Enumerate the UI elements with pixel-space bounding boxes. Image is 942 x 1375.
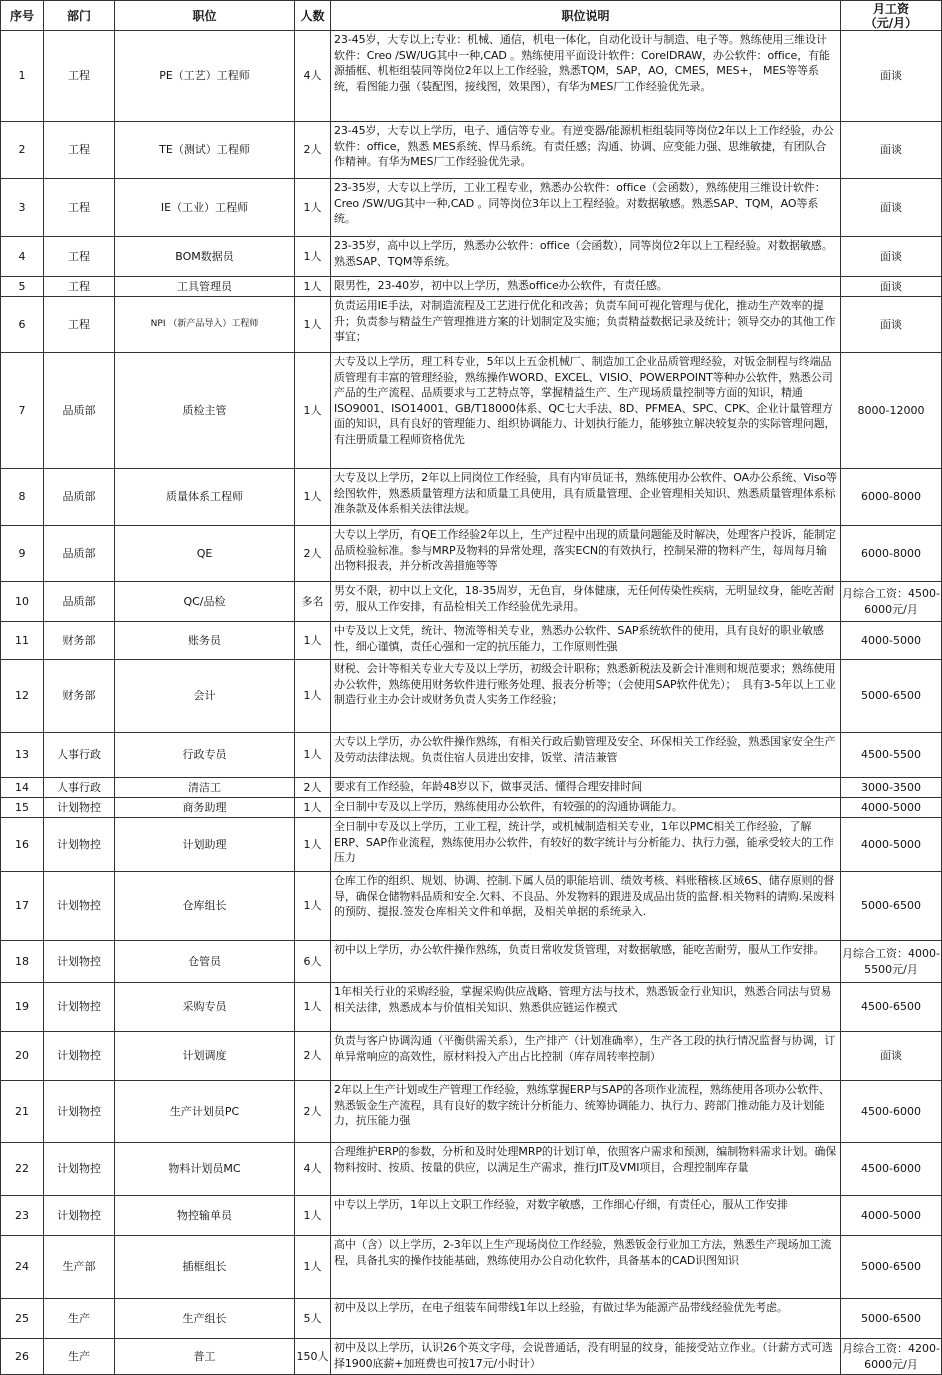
cell-salary: 4500-6000	[841, 1143, 942, 1196]
table-row	[1, 733, 942, 778]
cell-dept: 品质部	[44, 469, 115, 526]
cell-count: 1人	[295, 983, 331, 1032]
cell-dept: 财务部	[44, 660, 115, 733]
cell-count: 1人	[295, 622, 331, 660]
cell-count: 1人	[295, 660, 331, 733]
table-row	[1, 872, 942, 941]
cell-count: 2人	[295, 122, 331, 179]
cell-title: BOM数据员	[115, 237, 295, 277]
cell-no: 1	[1, 31, 44, 122]
cell-count: 1人	[295, 353, 331, 469]
cell-no: 17	[1, 872, 44, 941]
cell-salary: 面谈	[841, 31, 942, 122]
cell-title: 仓库组长	[115, 872, 295, 941]
cell-salary: 4000-5000	[841, 1196, 942, 1236]
table-row	[1, 798, 942, 818]
cell-title: 物控输单员	[115, 1196, 295, 1236]
cell-salary: 4000-5000	[841, 622, 942, 660]
cell-count: 2人	[295, 526, 331, 582]
cell-count: 1人	[295, 872, 331, 941]
cell-count: 5人	[295, 1299, 331, 1339]
cell-dept: 计划物控	[44, 1032, 115, 1081]
table-row	[1, 582, 942, 622]
cell-title: 商务助理	[115, 798, 295, 818]
cell-salary: 4500-6500	[841, 983, 942, 1032]
cell-dept: 工程	[44, 277, 115, 297]
cell-desc: 大专及以上学历，理工科专业，5年以上五金机械厂、制造加工企业品质管理经验，对钣金制程与终端品质管理有丰富的管理经验，熟练操作WORD、EXCEL、VISIO、POWERPOINT等种办公软件，熟悉公司产品的生产流程、品质要求与工艺特点等，掌握精益生产、生产现场质量控制等方面的知识，精通ISO9001、ISO14001、GB/T18000体系、QC七大手法、8D、PFMEA、SPC、CPK、企业计量管理方面的知识，具有良好的管理能力、组织协调能力、计划执行能力，能够独立解决较复杂的实际管理问题，有注册质量工程师资格优先	[331, 353, 841, 469]
cell-dept: 计划物控	[44, 872, 115, 941]
header-salary: 月工资 （元/月）	[841, 1, 942, 31]
cell-desc: 1年相关行业的采购经验，掌握采购供应战略、管理方法与技术，熟悉钣金行业知识，熟悉合同法与贸易相关法律，熟悉成本与价值相关知识、熟悉供应链运作模式	[331, 983, 841, 1032]
cell-salary: 6000-8000	[841, 526, 942, 582]
cell-dept: 人事行政	[44, 733, 115, 778]
cell-no: 10	[1, 582, 44, 622]
cell-salary: 面谈	[841, 179, 942, 237]
cell-count: 4人	[295, 31, 331, 122]
cell-desc: 大专及以上学历，2年以上同岗位工作经验，具有内审员证书，熟练使用办公软件、OA办公系统、Viso等绘图软件，熟悉质量管理方法和质量工具使用，具有质量管理、企业管理相关知识、熟悉质量管理体系标准条款及体系相关法律法规。	[331, 469, 841, 526]
table-row	[1, 622, 942, 660]
header-desc: 职位说明	[331, 1, 841, 31]
cell-dept: 工程	[44, 122, 115, 179]
cell-title: 计划调度	[115, 1032, 295, 1081]
cell-desc: 仓库工作的组织、规划、协调、控制.下属人员的职能培训、绩效考核、料账稽核.区域6S、储存原则的督导，确保仓储物料品质和安全.欠料、不良品、外发物料的跟进及成品出货的监督.相关物料的请购.呆废料的预防、提报.签发仓库相关文件和单据，及相关单据的系统录入.	[331, 872, 841, 941]
cell-dept: 人事行政	[44, 778, 115, 798]
cell-no: 21	[1, 1081, 44, 1143]
cell-no: 9	[1, 526, 44, 582]
cell-no: 24	[1, 1236, 44, 1299]
cell-salary: 月综合工资：4200-6000元/月	[841, 1339, 942, 1375]
cell-title: 计划助理	[115, 818, 295, 872]
cell-dept: 计划物控	[44, 941, 115, 983]
cell-title: 仓管员	[115, 941, 295, 983]
cell-dept: 品质部	[44, 582, 115, 622]
cell-count: 1人	[295, 469, 331, 526]
cell-count: 多名	[295, 582, 331, 622]
cell-title: 清洁工	[115, 778, 295, 798]
cell-no: 15	[1, 798, 44, 818]
cell-desc: 大专以上学历，办公软件操作熟练，有相关行政后勤管理及安全、环保相关工作经验，熟悉国家安全生产及劳动法律法规。负责住宿人员进出安排，饭堂、清洁兼管	[331, 733, 841, 778]
table-row	[1, 237, 942, 277]
cell-count: 2人	[295, 778, 331, 798]
cell-no: 7	[1, 353, 44, 469]
cell-no: 20	[1, 1032, 44, 1081]
cell-title: 采购专员	[115, 983, 295, 1032]
cell-count: 1人	[295, 1196, 331, 1236]
cell-no: 8	[1, 469, 44, 526]
table-row	[1, 1339, 942, 1375]
cell-dept: 计划物控	[44, 1143, 115, 1196]
cell-dept: 生产部	[44, 1236, 115, 1299]
cell-title: 质检主管	[115, 353, 295, 469]
cell-salary: 5000-6500	[841, 660, 942, 733]
cell-desc: 全日制中专及以上学历，工业工程，统计学，或机械制造相关专业，1年以PMC相关工作经验，了解ERP、SAP作业流程，熟练使用办公软件，有较好的数字统计与分析能力、执行力强，能承受较大的工作压力	[331, 818, 841, 872]
cell-salary: 面谈	[841, 122, 942, 179]
cell-desc: 大专以上学历，有QE工作经验2年以上，生产过程中出现的质量问题能及时解决，处理客户投诉，能制定品质检验标准。参与MRP及物料的异常处理，落实ECN的有效执行，控制呆滞的物料产生，每周每月输出物料报表，并分析改善措施等等	[331, 526, 841, 582]
cell-no: 11	[1, 622, 44, 660]
cell-desc: 中专以上学历，1年以上文职工作经验，对数字敏感，工作细心仔细，有责任心，服从工作安排	[331, 1196, 841, 1236]
cell-title: 质量体系工程师	[115, 469, 295, 526]
cell-dept: 品质部	[44, 353, 115, 469]
table-row	[1, 469, 942, 526]
cell-desc: 财税、会计等相关专业大专及以上学历，初级会计职称；熟悉新税法及新会计准则和规范要求；熟练使用办公软件，熟练使用财务软件进行账务处理、报表分析等；（会使用SAP软件优先）； 具有3-5年以上工业制造行业主办会计或财务负责人实务工作经验；	[331, 660, 841, 733]
table-row	[1, 983, 942, 1032]
cell-title: 工具管理员	[115, 277, 295, 297]
cell-no: 4	[1, 237, 44, 277]
cell-salary: 4000-5000	[841, 798, 942, 818]
cell-salary: 8000-12000	[841, 353, 942, 469]
cell-dept: 计划物控	[44, 1196, 115, 1236]
cell-no: 12	[1, 660, 44, 733]
cell-salary: 面谈	[841, 277, 942, 297]
table-row	[1, 353, 942, 469]
cell-desc: 负责运用IE手法，对制造流程及工艺进行优化和改善；负责车间可视化管理与优化，推动生产效率的提升；负责参与精益生产管理推进方案的计划制定及实施；负责精益数据记录及统计；领导交办的其他工作事宜；	[331, 297, 841, 353]
cell-desc: 23-35岁，高中以上学历，熟悉办公软件：office（会函数），同等岗位2年以上工程经验。对数据敏感。熟悉SAP、TQM等系统。	[331, 237, 841, 277]
cell-dept: 工程	[44, 237, 115, 277]
table-row	[1, 1032, 942, 1081]
header-title: 职位	[115, 1, 295, 31]
cell-desc: 要求有工作经验，年龄48岁以下，做事灵活、懂得合理安排时间	[331, 778, 841, 798]
table-header-row	[1, 1, 942, 31]
cell-salary: 3000-3500	[841, 778, 942, 798]
cell-dept: 计划物控	[44, 798, 115, 818]
table-row	[1, 277, 942, 297]
cell-desc: 中专及以上文凭，统计、物流等相关专业，熟悉办公软件、SAP系统软件的使用，具有良好的职业敏感性，细心谨慎，责任心强和一定的抗压能力，工作原则性强	[331, 622, 841, 660]
cell-desc: 23-35岁，大专以上学历，工业工程专业，熟悉办公软件：office（会函数），熟练使用三维设计软件：Creo /SW/UG其中一种,CAD 。同等岗位3年以上工程经验。对数据敏感。熟悉SAP、TQM，AO等系统。	[331, 179, 841, 237]
cell-dept: 计划物控	[44, 1081, 115, 1143]
cell-no: 13	[1, 733, 44, 778]
cell-count: 1人	[295, 277, 331, 297]
cell-title: 账务员	[115, 622, 295, 660]
cell-salary: 5000-6500	[841, 1236, 942, 1299]
cell-salary: 面谈	[841, 1032, 942, 1081]
cell-no: 19	[1, 983, 44, 1032]
cell-desc: 2年以上生产计划或生产管理工作经验，熟练掌握ERP与SAP的各项作业流程，熟练使用各项办公软件、熟悉钣金生产流程，具有良好的数字统计分析能力、统筹协调能力、执行力、跨部门推动能力及计划能力，抗压能力强	[331, 1081, 841, 1143]
cell-dept: 生产	[44, 1339, 115, 1375]
cell-desc: 负责与客户协调沟通（平衡供需关系），生产排产（计划准确率），生产各工段的执行情况监督与协调，订单异常响应的高效性，原材料投入产出占比控制（库存周转率控制）	[331, 1032, 841, 1081]
cell-title: 插框组长	[115, 1236, 295, 1299]
table-row	[1, 31, 942, 122]
cell-title: 普工	[115, 1339, 295, 1375]
cell-count: 1人	[295, 179, 331, 237]
header-no: 序号	[1, 1, 44, 31]
cell-salary: 4500-5500	[841, 733, 942, 778]
cell-desc: 初中以上学历，办公软件操作熟练，负责日常收发货管理，对数据敏感，能吃苦耐劳，服从工作安排。	[331, 941, 841, 983]
cell-dept: 工程	[44, 31, 115, 122]
cell-desc: 高中（含）以上学历，2-3年以上生产现场岗位工作经验，熟悉钣金行业加工方法，熟悉生产现场加工流程，具备扎实的操作技能基础，熟练使用办公自动化软件，具备基本的CAD识图知识	[331, 1236, 841, 1299]
cell-no: 25	[1, 1299, 44, 1339]
cell-no: 5	[1, 277, 44, 297]
cell-count: 4人	[295, 1143, 331, 1196]
cell-title: 物料计划员MC	[115, 1143, 295, 1196]
cell-no: 23	[1, 1196, 44, 1236]
cell-desc: 23-45岁，大专以上学历，电子、通信等专业。有逆变器/能源机柜组装同等岗位2年以上工作经验，办公软件：office，熟悉 MES系统、悍马系统。有责任感；沟通、协调、应变能力强、思维敏捷，有团队合作精神。有华为MES厂工作经验优先录。	[331, 122, 841, 179]
cell-desc: 初中及以上学历，认识26个英文字母，会说普通话，没有明显的纹身，能接受站立作业。（计薪方式可选择1900底薪+加班费也可按17元/小时计）	[331, 1339, 841, 1375]
cell-no: 14	[1, 778, 44, 798]
cell-salary: 4500-6000	[841, 1081, 942, 1143]
cell-salary: 面谈	[841, 297, 942, 353]
cell-salary: 4000-5000	[841, 818, 942, 872]
header-dept: 部门	[44, 1, 115, 31]
cell-title: QE	[115, 526, 295, 582]
table-row	[1, 818, 942, 872]
cell-title: IE（工业）工程师	[115, 179, 295, 237]
cell-title: TE（测试）工程师	[115, 122, 295, 179]
cell-desc: 限男性，23-40岁，初中以上学历，熟悉office办公软件，有责任感。	[331, 277, 841, 297]
cell-count: 2人	[295, 1032, 331, 1081]
table-row	[1, 122, 942, 179]
cell-salary: 面谈	[841, 237, 942, 277]
cell-count: 1人	[295, 237, 331, 277]
cell-count: 1人	[295, 798, 331, 818]
table-row	[1, 941, 942, 983]
table-row	[1, 1236, 942, 1299]
cell-no: 18	[1, 941, 44, 983]
cell-salary: 5000-6500	[841, 872, 942, 941]
table-row	[1, 1143, 942, 1196]
cell-count: 1人	[295, 297, 331, 353]
cell-count: 1人	[295, 733, 331, 778]
header-count: 人数	[295, 1, 331, 31]
cell-dept: 计划物控	[44, 818, 115, 872]
cell-title: 会计	[115, 660, 295, 733]
cell-title: 生产组长	[115, 1299, 295, 1339]
cell-desc: 全日制中专及以上学历，熟练使用办公软件，有较强的的沟通协调能力。	[331, 798, 841, 818]
table-row	[1, 660, 942, 733]
cell-no: 16	[1, 818, 44, 872]
cell-title: PE（工艺）工程师	[115, 31, 295, 122]
cell-title: QC/品检	[115, 582, 295, 622]
cell-count: 1人	[295, 818, 331, 872]
cell-dept: 计划物控	[44, 983, 115, 1032]
table-row	[1, 778, 942, 798]
cell-salary: 月综合工资：4500-6000元/月	[841, 582, 942, 622]
cell-no: 6	[1, 297, 44, 353]
cell-desc: 男女不限，初中以上文化，18-35周岁，无色盲，身体健康，无任何传染性疾病，无明显纹身，能吃苦耐劳，服从工作安排，有品检相关工作经验优先录用。	[331, 582, 841, 622]
cell-no: 2	[1, 122, 44, 179]
cell-desc: 合理维护ERP的参数，分析和及时处理MRP的计划订单，依照客户需求和预测，编制物料需求计划。确保物料按时、按质、按量的供应，以满足生产需求，推行JIT及VMI项目，合理控制库存量	[331, 1143, 841, 1196]
table-row	[1, 179, 942, 237]
cell-count: 2人	[295, 1081, 331, 1143]
table-row	[1, 297, 942, 353]
cell-count: 1人	[295, 1236, 331, 1299]
table-row	[1, 526, 942, 582]
cell-dept: 工程	[44, 297, 115, 353]
table-row	[1, 1299, 942, 1339]
cell-no: 3	[1, 179, 44, 237]
cell-salary: 月综合工资：4000-5500元/月	[841, 941, 942, 983]
cell-dept: 财务部	[44, 622, 115, 660]
cell-count: 150人	[295, 1339, 331, 1375]
cell-count: 6人	[295, 941, 331, 983]
cell-desc: 23-45岁，大专以上;专业：机械、通信，机电一体化，自动化设计与制造、电子等。熟练使用三维设计软件：Creo /SW/UG其中一种,CAD 。熟练使用平面设计软件：CorelDRAW，办公软件：office，有能源插框、机柜组装同等岗位2年以上工作经验，熟悉TQM，SAP，AO，CMES，MES+， MES等等系统，看图能力强（装配图，接线图，效果图），有华为MES厂工作经验优先录。	[331, 31, 841, 122]
cell-dept: 工程	[44, 179, 115, 237]
cell-title: 生产计划员PC	[115, 1081, 295, 1143]
cell-dept: 生产	[44, 1299, 115, 1339]
cell-no: 22	[1, 1143, 44, 1196]
cell-desc: 初中及以上学历，在电子组装车间带线1年以上经验，有做过华为能源产品带线经验优先考虑。	[331, 1299, 841, 1339]
cell-dept: 品质部	[44, 526, 115, 582]
cell-salary: 6000-8000	[841, 469, 942, 526]
cell-no: 26	[1, 1339, 44, 1375]
cell-title: 行政专员	[115, 733, 295, 778]
table-row	[1, 1196, 942, 1236]
cell-title: NPI （新产品导入）工程师	[115, 297, 295, 353]
cell-salary: 5000-6500	[841, 1299, 942, 1339]
table-row	[1, 1081, 942, 1143]
